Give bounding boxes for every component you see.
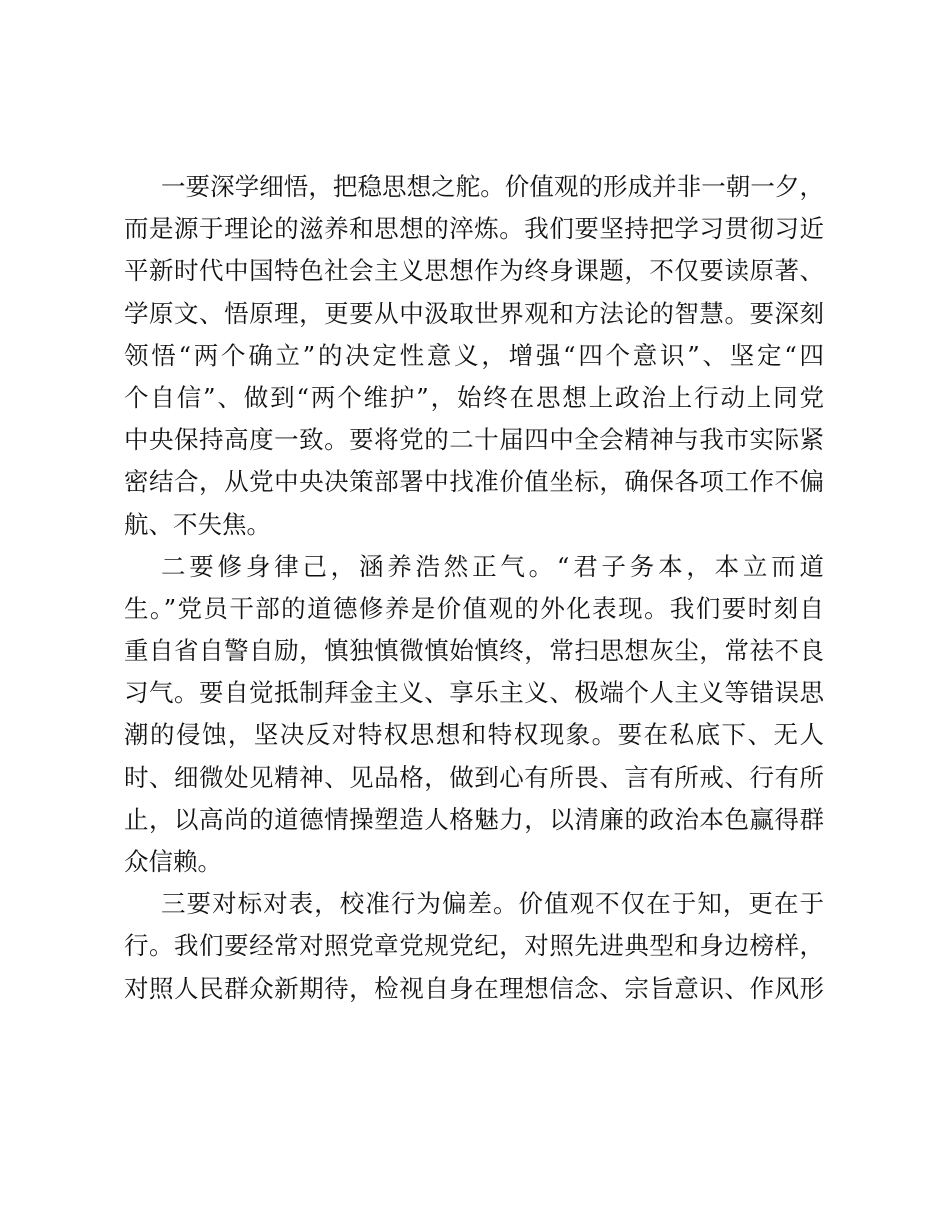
paragraph-2-line-5: 潮的侵蚀，坚决反对特权思想和特权现象。要在私底下、无人 [124,720,824,750]
paragraph-1-line-6: 个自信”、做到“两个维护”，始终在思想上政治上行动上同党 [124,382,824,412]
paragraph-1-line-9: 航、不失焦。 [124,509,271,539]
paragraph-1-line-8: 密结合，从党中央决策部署中找准价值坐标，确保各项工作不偏 [124,467,824,497]
paragraph-2-line-7: 止，以高尚的道德情操塑造人格魅力，以清廉的政治本色赢得群 [124,804,824,834]
paragraph-1-line-4: 学原文、悟原理，更要从中汲取世界观和方法论的智慧。要深刻 [124,298,824,328]
paragraph-1-line-2: 而是源于理论的滋养和思想的淬炼。我们要坚持把学习贯彻习近 [124,214,824,244]
paragraph-3-line-1: 三要对标对表，校准行为偏差。价值观不仅在于知，更在于 [161,889,824,919]
paragraph-1-line-7: 中央保持高度一致。要将党的二十届四中全会精神与我市实际紧 [124,425,824,455]
paragraph-3-line-2: 行。我们要经常对照党章党规党纪，对照先进典型和身边榜样， [124,931,824,961]
paragraph-1-line-3: 平新时代中国特色社会主义思想作为终身课题，不仅要读原著、 [124,256,824,286]
document-body [124,166,824,1010]
paragraph-1-line-1: 一要深学细悟，把稳思想之舵。价值观的形成并非一朝一夕， [161,172,824,201]
paragraph-2-line-3: 重自省自警自励，慎独慎微慎始慎终，常扫思想灰尘，常祛不良 [124,636,824,666]
paragraph-1-line-5: 领悟“两个确立”的决定性意义，增强“四个意识”、坚定“四 [124,340,824,370]
paragraph-2-line-8: 众信赖。 [124,847,222,876]
paragraph-2-line-6: 时、细微处见精神、见品格，做到心有所畏、言有所戒、行有所 [124,762,824,792]
paragraph-3-line-3: 对照人民群众新期待，检视自身在理想信念、宗旨意识、作风形 [124,973,824,1003]
paragraph-2-line-1: 二要修身律己，涵养浩然正气。“君子务本，本立而道 [161,551,824,581]
paragraph-2-line-4: 习气。要自觉抵制拜金主义、享乐主义、极端个人主义等错误思 [124,678,824,708]
paragraph-2-line-2: 生。”党员干部的道德修养是价值观的外化表现。我们要时刻自 [124,593,824,623]
